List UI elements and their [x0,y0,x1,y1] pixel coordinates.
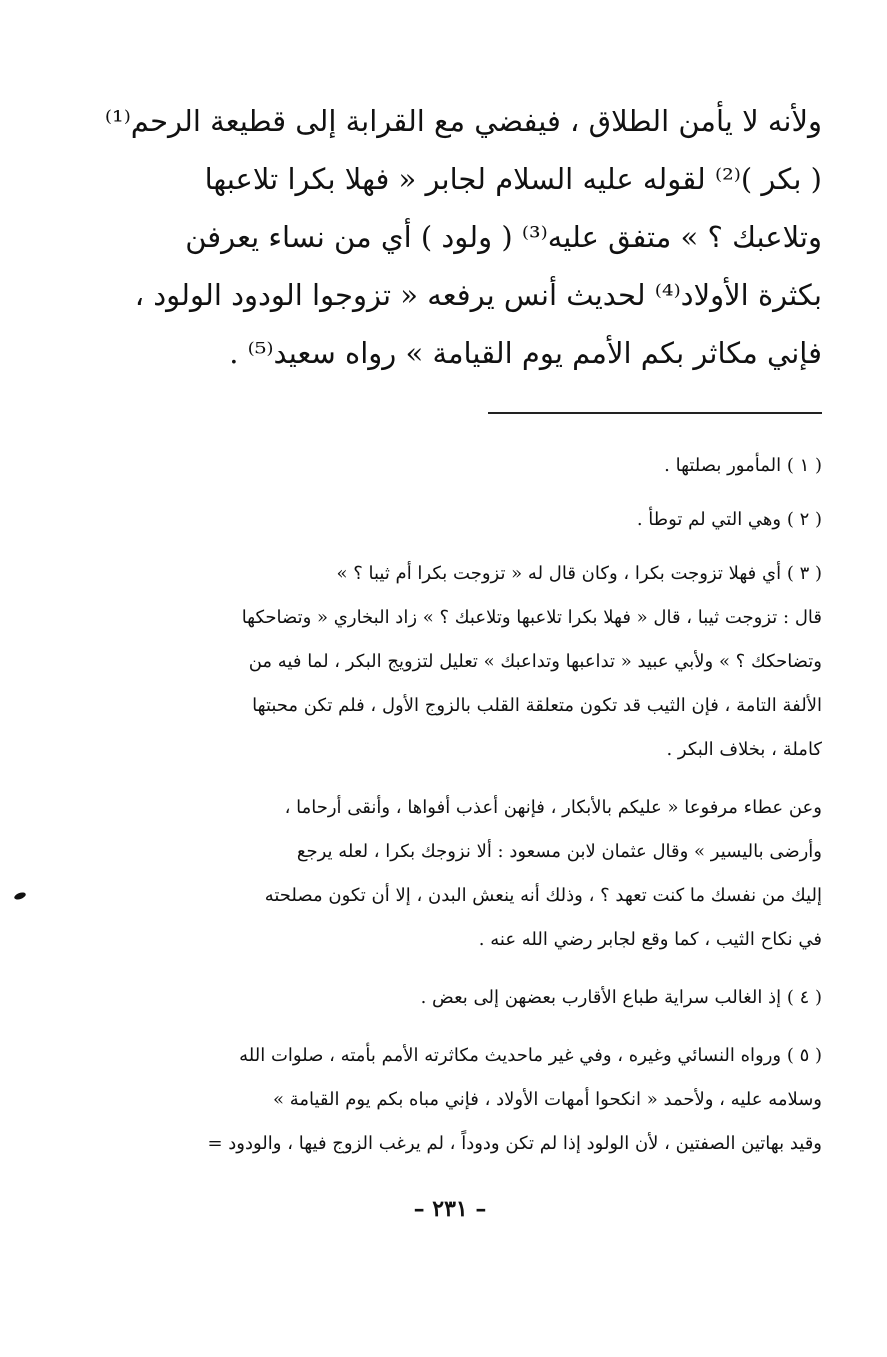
footnotes-block [80,444,822,1180]
footnote-4: ( ٤ ) إذ الغالب سراية طباع الأقارب بعضهن إلى بعض . [420,987,822,1008]
footnote-divider [488,412,822,414]
footnote-1: ( ١ ) المأمور بصلتها . [664,455,822,476]
footnote-line: وأرضى باليسير » وقال عثمان لابن مسعود : ألا نزوجك بكرا ، لعله يرجع [296,841,822,862]
footnote-line: وقيد بهاتين الصفتين ، لأن الولود إذا لم تكن ودوداً ، لم يرغب الزوج فيها ، والودود = [207,1133,822,1154]
footnote-line: كاملة ، بخلاف البكر . [666,739,822,760]
page-number: – ٢٣١ – [413,1196,487,1222]
margin-ink-mark [13,891,26,901]
footnote-line: في نكاح الثيب ، كما وقع لجابر رضي الله عنه . [478,929,822,950]
main-text-line: فإني مكاثر بكم الأمم يوم القيامة » رواه سعيد⁽⁵⁾ . [229,336,822,370]
main-text-line: ( بكر )⁽²⁾ لقوله عليه السلام لجابر « فهلا بكرا تلاعبها [204,162,822,196]
footnote-3-continuation [80,786,822,962]
main-text-block [80,92,822,382]
footnote-3 [80,552,822,772]
main-text-line: ولأنه لا يأمن الطلاق ، فيفضي مع القرابة إلى قطيعة الرحم⁽¹⁾ [104,104,822,138]
footnote-line: وعن عطاء مرفوعا « عليكم بالأبكار ، فإنهن أعذب أفواها ، وأنقى أرحاما ، [284,797,822,818]
footnote-line: إليك من نفسك ما كنت تعهد ؟ ، وذلك أنه ينعش البدن ، إلا أن تكون مصلحته [264,885,822,906]
main-text-line: بكثرة الأولاد⁽⁴⁾ لحديث أنس يرفعه « تزوجوا الودود الولود ، [134,278,822,312]
main-text-line: وتلاعبك ؟ » متفق عليه⁽³⁾ ( ولود ) أي من نساء يعرفن [185,220,822,254]
footnote-line: ( ٣ ) أي فهلا تزوجت بكرا ، وكان قال له « تزوجت بكرا أم ثيبا ؟ » [336,563,822,584]
footnote-line: وسلامه عليه ، ولأحمد « انكحوا أمهات الأولاد ، فإني مباه بكم يوم القيامة » [272,1089,822,1110]
footnote-line: ( ٥ ) ورواه النسائي وغيره ، وفي غير ماحديث مكاثرته الأمم بأمته ، صلوات الله [239,1045,822,1066]
footnote-line: الألفة التامة ، فإن الثيب قد تكون متعلقة القلب بالزوج الأول ، فلم تكن محبتها [252,695,822,716]
footnote-2: ( ٢ ) وهي التي لم توطأ . [636,509,822,530]
footnote-5 [80,1034,822,1166]
footnote-line: وتضاحكك ؟ » ولأبي عبيد « تداعبها وتداعبك » تعليل لتزويج البكر ، لما فيه من [248,651,822,672]
footnote-line: قال : تزوجت ثيبا ، قال « فهلا بكرا تلاعبها وتلاعبك ؟ » زاد البخاري « وتضاحكها [241,607,822,628]
